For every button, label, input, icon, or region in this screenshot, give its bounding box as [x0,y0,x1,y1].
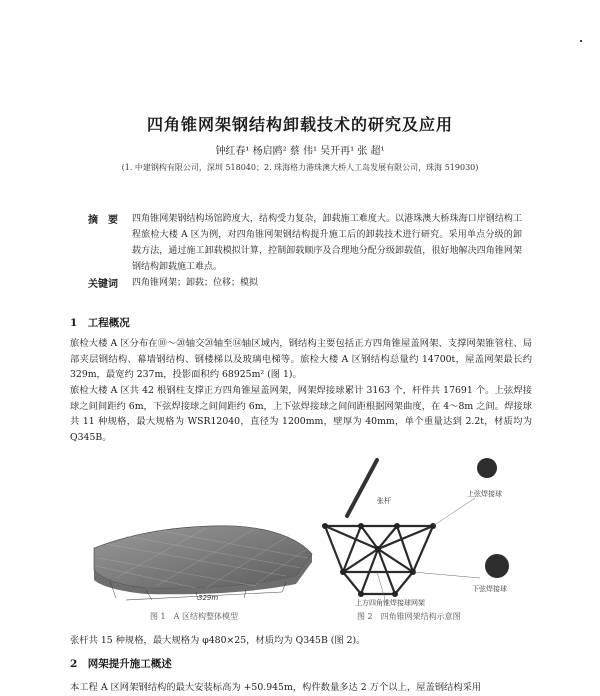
fig2-label-rod: 张杆 [377,497,391,505]
fig2-label-top-ball: 上弦焊接球 [467,490,502,498]
keywords-label: 关键词 [88,279,118,290]
figure-2-caption: 图 2 四角锥网架结构示意图 [357,612,461,621]
fig2-label-bottom-ball: 下弦焊接球 [472,585,507,593]
fig2-label-grid: 上方四角锥焊接球网架 [355,599,425,607]
section1-paragraph-2: 旅检大楼 A 区共 42 根钢柱支撑正方四角锥屋盖网架，网架焊接球累计 3163 个，杆件共 17691 个。上弦焊接球之间间距约 6m，下弦焊接球之间间距约 6m，上下弦焊接球之间间距根据网架曲度，在 4～8m 之间。焊接球共 11 种规格，最大规格为 WSR12040，直径为 1200mm，壁厚为 40mm，单个重量达到 2.2t，材质均为 Q345B。 [70,385,532,443]
figure-2-grid-schematic [315,454,530,609]
section1-paragraph-1: 旅检大楼 A 区分布在⑩～⑳轴交⑳轴至⑭轴区域内，钢结构主要包括正方四角锥屋盖网架、支撑网架锥管柱、局部夹层钢结构、幕墙钢结构、钢楼梯以及玻璃电梯等。旅检大楼 A 区钢结构总量约 14700t，屋盖网架最长约 329m，最宽约 237m，投影面积约 68925m² (图 1)。 [70,338,532,380]
figure-1-caption: 图 1 A 区结构整体模型 [150,612,238,621]
section2-heading: 2 网架提升施工概述 [70,658,172,670]
figure-1-building-model [86,518,318,602]
abstract-text: 四角锥网架钢结构场馆跨度大，结构受力复杂，卸载施工难度大。以港珠澳大桥珠海口岸钢结构工程旅检大楼 A 区为例，对四角锥网架钢结构提升施工后的卸载技术进行研究。采用单点分级的卸载方法，通过施工卸载模拟计算，控制卸载顺序及合理地分配分级卸载值，很好地解决四角锥网架钢结构卸载施工难点。 [132,214,522,272]
section1-heading: 1 工程概况 [70,317,130,329]
section1-paragraph-3: 张杆共 15 种规格，最大规格为 φ480×25，材质均为 Q345B (图 2)。 [70,635,366,646]
authors: 钟红春¹ 杨启鸥² 蔡 伟¹ 吴开再¹ 张 超¹ [215,146,385,157]
section2-paragraph-1: 本工程 A 区网架钢结构的最大安装标高为 +50.945m，构件数量多达 2 万个以上，屋盖钢结构采用 [70,682,482,693]
fig1-dimension-label: 329m [198,594,219,602]
paper-title: 四角锥网架钢结构卸载技术的研究及应用 [146,115,453,134]
abstract-label: 摘 要 [88,215,118,226]
page-mark [580,40,582,42]
affiliation: (1. 中建钢构有限公司，深圳 518040；2. 珠海格力港珠澳大桥人工岛发展有限公司，珠海 519030) [121,163,479,172]
keywords-text: 四角锥网架；卸载；位移；模拟 [132,278,259,288]
